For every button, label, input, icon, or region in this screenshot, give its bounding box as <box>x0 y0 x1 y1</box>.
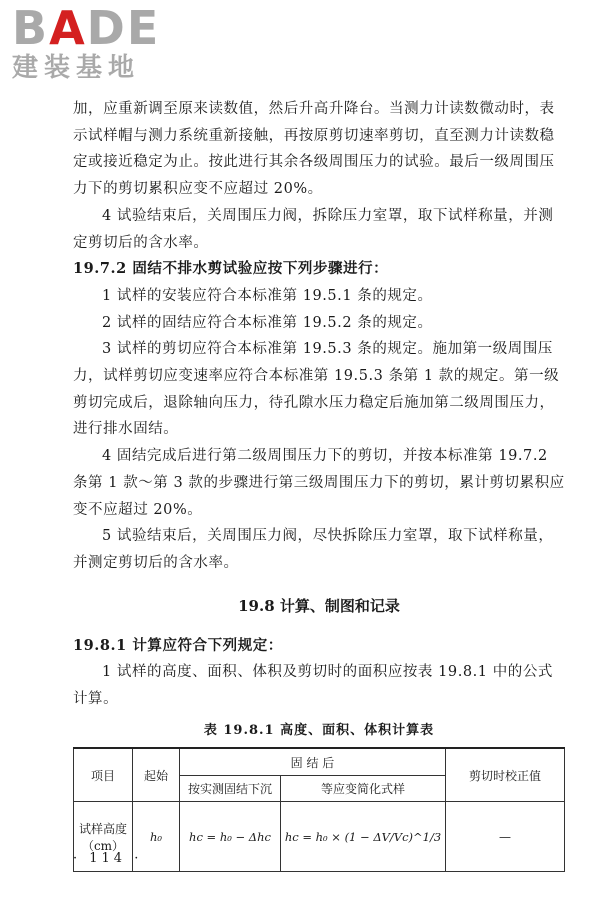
header-consolidated: 固 结 后 <box>180 748 446 776</box>
cell-initial: h₀ <box>133 802 180 872</box>
table-caption: 表 19.8.1 高度、面积、体积计算表 <box>203 722 435 738</box>
paragraph: 1 试样的安装应符合本标准第 19.5.1 条的规定。 <box>102 287 433 304</box>
row-label-unit: （cm） <box>81 838 125 853</box>
paragraph: 5 试验结束后，关周围压力阀，尽快拆除压力室罩，取下试样称量，并测定剪切后的含水率。 <box>73 528 554 571</box>
cell-shear: — <box>446 802 565 872</box>
paragraph: 3 试样的剪切应符合本标准第 19.5.3 条的规定。施加第一级周围压力，试样剪切应变速率应符合本标准第 19.5.3 条第 1 款的规定。第一级剪切完成后，退除轴向压力，待孔隙水压力稳定后施加第二级周围压力，进行排水固结。 <box>73 341 560 438</box>
calc-table <box>73 747 565 873</box>
logo-wordmark: BADE <box>12 1 161 55</box>
paragraph: 加，应重新调至原来读数值，然后升高升降台。当测力计读数微动时，表示试样帽与测力系统重新接触，再按原剪切速率剪切，直至测力计读数稳定或接近稳定为止。按此进行其余各级周围压力的试验。最后一级周围压力下的剪切累积应变不应超过 20%。 <box>73 101 555 198</box>
cell-measured: hc = h₀ − Δhc <box>180 802 281 872</box>
clause-heading: 19.8.1 计算应符合下列规定： <box>73 636 283 654</box>
document-body <box>73 96 565 872</box>
paragraph: 1 试样的高度、面积、体积及剪切时的面积应按表 19.8.1 中的公式计算。 <box>73 664 553 708</box>
cell-equal-strain: hc = h₀ × (1 − ΔV/Vc)^1/3 <box>281 802 446 872</box>
row-label-text: 试样高度 <box>78 821 127 836</box>
header-initial: 起始 <box>133 748 180 802</box>
clause-heading: 19.7.2 固结不排水剪试验应按下列步骤进行： <box>73 260 389 278</box>
header-measured: 按实测固结下沉 <box>180 776 281 802</box>
logo-subtitle: 建装基地 <box>12 53 141 83</box>
header-shear-correction: 剪切时校正值 <box>446 748 565 802</box>
header-equal-strain: 等应变简化式样 <box>281 776 446 802</box>
paragraph: 2 试样的固结应符合本标准第 19.5.2 条的规定。 <box>102 314 433 331</box>
page-number: · 114 · <box>73 851 143 866</box>
paragraph: 4 试验结束后，关周围压力阀，拆除压力室罩，取下试样称量，并测定剪切后的含水率。 <box>73 207 554 251</box>
section-title: 19.8 计算、制图和记录 <box>238 596 400 615</box>
header-item: 项目 <box>74 748 133 802</box>
logo <box>12 1 161 84</box>
paragraph: 4 固结完成后进行第二级周围压力下的剪切，并按本标准第 19.7.2 条第 1 款～第 3 款的步骤进行第三级周围压力下的剪切，累计剪切累积应变不应超过 20%。 <box>73 448 565 518</box>
